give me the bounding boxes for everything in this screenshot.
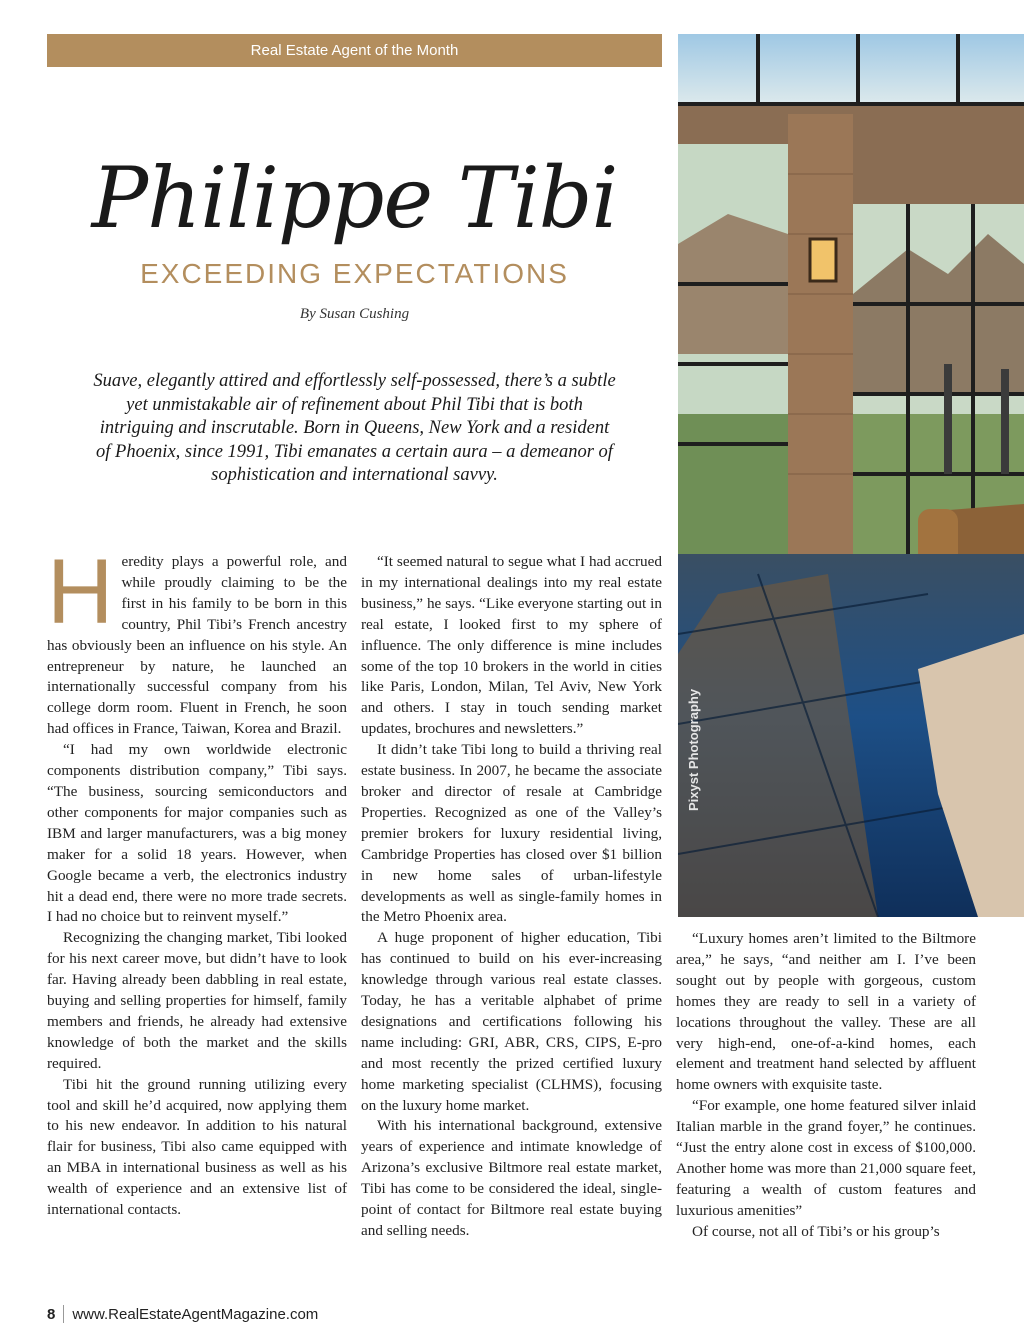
paragraph: Recognizing the changing market, Tibi looked for his next career move, but didn’t have to look far. Having already been dabbling in real estate, buying and selling properties for himself, family members and friends, he already had extensive knowledge of both the market and the skills required. [47, 929, 347, 1072]
article-byline: By Susan Cushing [299, 306, 410, 322]
footer-divider [63, 1305, 64, 1323]
page-number: 8 [47, 1305, 56, 1323]
paragraph: “It seemed natural to segue what I had accrued in my international dealings into my real estate business,” he says. “Like everyone starting out in real estate, I looked first to my sphere of influence. The only difference is mine includes some of the top 10 brokers in the world in cities like Paris, London, Milan, Tel Aviv, New York and others. I stay in touch sending market updates, brochures and newsletters.” [361, 553, 662, 738]
article-column-1 [47, 541, 347, 1221]
paragraph: With his international background, extensive years of experience and intimate knowledge of Arizona’s exclusive Biltmore real estate market, Tibi has come to be considered the ideal, single-point of contact for Biltmore real estate buying and selling needs. [361, 1117, 662, 1239]
photo-credit: Pixyst Photography [686, 688, 701, 812]
interior-photo [678, 34, 1024, 917]
section-banner [47, 34, 662, 67]
interior-photo-illustration [678, 34, 1024, 917]
drop-cap: H [47, 541, 114, 643]
paragraph: A huge proponent of higher education, Tibi has continued to build on his ever-increasing knowledge through various real estate classes. Today, he has a veritable alphabet of prime designations and certifications following his name including: GRI, ABR, CRS, CIPS, E-pro and most recently the prized certified luxury home marketing specialist (CLHMS), focusing on the luxury home market. [361, 929, 662, 1114]
paragraph: It didn’t take Tibi long to build a thriving real estate business. In 2007, he became the associate broker and director of resale at Cambridge Properties. Recognized as one of the Valley’s premier brokers for luxury residential living, Cambridge Properties has closed over $1 billion in new home sales of urban-lifestyle developments as well as single-family homes in the Metro Phoenix area. [361, 741, 662, 926]
paragraph: Of course, not all of Tibi’s or his group’s [692, 1222, 940, 1240]
section-banner-label: Real Estate Agent of the Month [250, 42, 459, 59]
page-footer [47, 1305, 318, 1323]
paragraph: eredity plays a powerful role, and while proudly claiming to be the first in his family to be born in this country, Phil Tibi’s French ancestry has obviously been an influence on his style. An entrepreneur by nature, he launched an internationally successful company from his college dorm room. Fluent in French, he soon had offices in France, Taiwan, Korea and Brazil. [47, 553, 347, 738]
article-title: Philippe Tibi [91, 149, 618, 247]
website-url: www.RealEstateAgentMagazine.com [72, 1305, 319, 1323]
article-column-3 [676, 929, 976, 1243]
paragraph: “I had my own worldwide electronic components distribution company,” Tibi says. “The business, sourcing semiconductors and other components for major companies such as IBM and larger manufacturers, was a big money maker for a solid 18 years. However, when Google became a verb, the electronics industry hit a dead end, there were no more trade secrets. I had no choice but to reinvent myself.” [47, 741, 347, 926]
article-deck: Suave, elegantly attired and effortlessly self-possessed, there’s a subtle yet unmistakable air of refinement about Phil Tibi that is both intriguing and inscrutable. Born in Queens, New York and a resident of Phoenix, since 1991, Tibi emanates a certain aura – a demeanor of sophistication and international savvy. [93, 371, 616, 485]
article-subtitle: EXCEEDING EXPECTATIONS [140, 258, 569, 289]
paragraph: Tibi hit the ground running utilizing every tool and skill he’d acquired, now applying them to his new endeavor. In addition to his natural flair for business, Tibi also came equipped with an MBA in international business as well as his wealth of experience and an extensive list of international contacts. [47, 1075, 347, 1219]
paragraph: “For example, one home featured silver inlaid Italian marble in the grand foyer,” he continues. “Just the entry alone cost in excess of $100,000. Another home was more than 21,000 square feet, featuring a wealth of custom features and luxurious amenities” [676, 1097, 976, 1219]
paragraph: “Luxury homes aren’t limited to the Biltmore area,” he says, “and neither am I. I’ve been sought out by people with gorgeous, custom homes they are ready to sell in a variety of locations throughout the valley. These are all very high-end, one-of-a-kind homes, each element and treatment hand selected by affluent home owners with exquisite taste. [676, 930, 976, 1094]
article-column-2 [361, 552, 662, 1242]
